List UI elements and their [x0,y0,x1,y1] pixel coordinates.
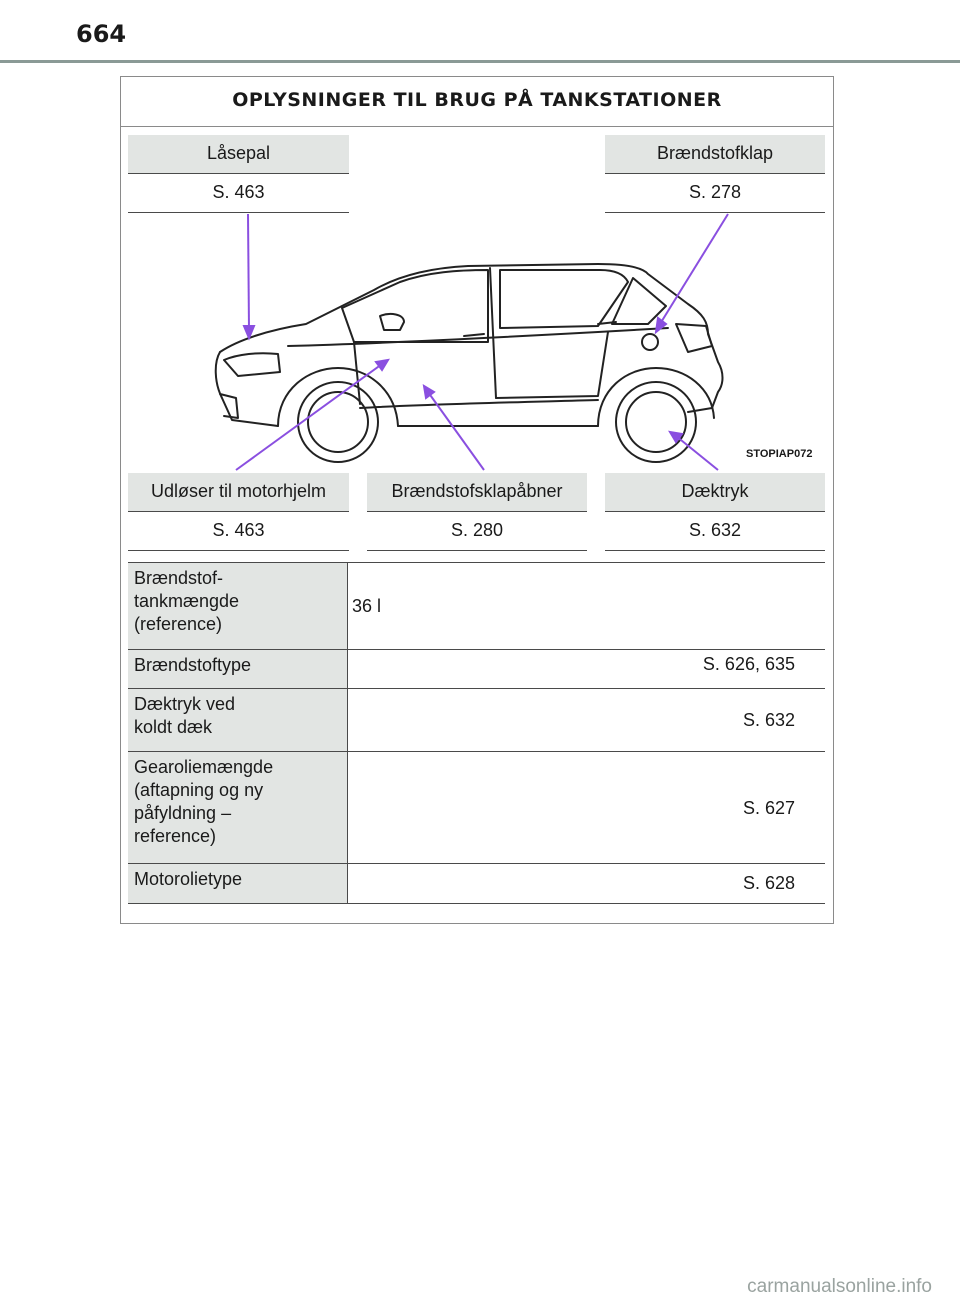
label-tire-pressure-ref[interactable]: S. 632 [605,512,825,551]
label-hood-release [128,473,349,551]
page-number: 664 [76,20,127,48]
spec-value[interactable]: S. 628 [742,873,795,893]
table-row [128,752,825,864]
label-tire-pressure-title: Dæktryk [605,473,825,512]
label-fuel-door-opener [367,473,587,551]
label-fuel-door-ref[interactable]: S. 278 [605,174,825,213]
spec-label: Dæktryk ved koldt dæk [128,689,348,751]
label-hood-release-title: Udløser til motorhjelm [128,473,349,512]
table-row [128,563,825,650]
spec-label: Brændstof- tankmængde (reference) [128,563,348,649]
table-row [128,650,825,689]
label-lock-lever-ref[interactable]: S. 463 [128,174,349,213]
page-title: OPLYSNINGER TIL BRUG PÅ TANKSTATIONER [121,77,833,127]
label-tire-pressure [605,473,825,551]
spec-label: Motorolietype [128,864,348,903]
label-fuel-door-opener-ref[interactable]: S. 280 [367,512,587,551]
spec-table [128,562,825,904]
spec-value[interactable]: S. 632 [742,709,795,730]
label-lock-lever [128,135,349,213]
watermark: carmanualsonline.info [747,1276,932,1297]
label-fuel-door [605,135,825,213]
spec-label: Brændstoftype [128,650,348,688]
label-fuel-door-title: Brændstofklap [605,135,825,174]
label-hood-release-ref[interactable]: S. 463 [128,512,349,551]
spec-label: Gearoliemængde (aftapning og ny påfyldning – reference) [128,752,348,863]
spec-value[interactable]: S. 626, 635 [702,654,795,674]
car-illustration [128,212,828,472]
label-lock-lever-title: Låsepal [128,135,349,174]
table-row [128,864,825,904]
header-rule [0,60,960,63]
spec-value: 36 l [352,595,382,616]
spec-value[interactable]: S. 627 [742,798,795,818]
table-row [128,689,825,752]
label-fuel-door-opener-title: Brændstofsklapåbner [367,473,587,512]
illustration-code: STOPIAP072 [746,448,813,460]
